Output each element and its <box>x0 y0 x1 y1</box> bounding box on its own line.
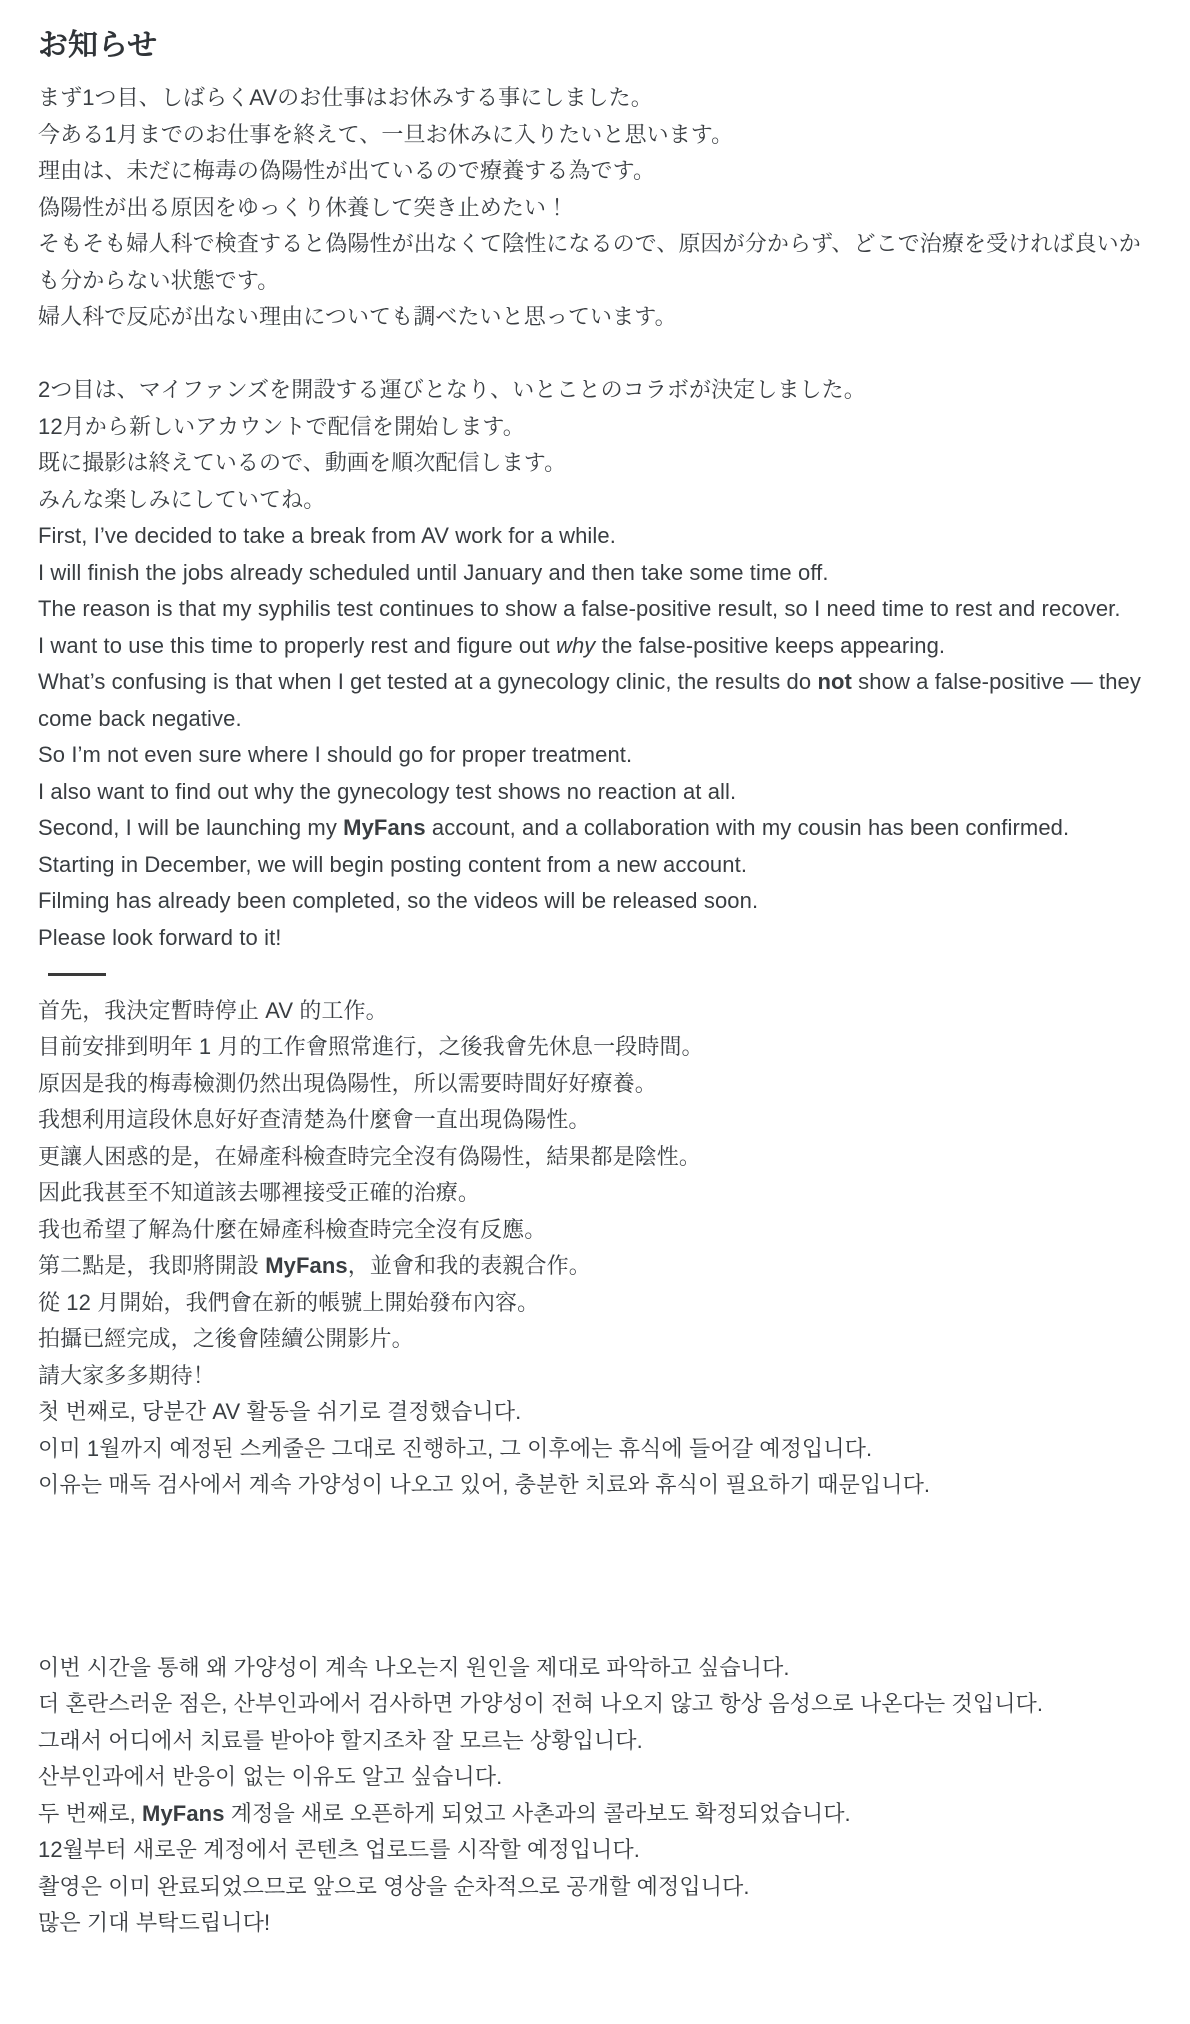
text-segment: 이유는 매독 검사에서 계속 가양성이 나오고 있어, 충분한 치료와 휴식이 필요하기 때문입니다. <box>38 1472 931 1497</box>
text-segment: 계정을 새로 오픈하게 되었고 사촌과의 콜라보도 확정되었습니다. <box>224 1800 851 1826</box>
text-line <box>38 628 1148 665</box>
text-segment: 請大家多多期待！ <box>38 1362 215 1388</box>
text-segment: 이미 1월까지 예정된 스케줄은 그대로 진행하고, 그 이후에는 휴식에 들어갈 예정입니다. <box>38 1435 873 1461</box>
text-line <box>38 810 1148 847</box>
text-line <box>38 847 1148 884</box>
text-line <box>38 1686 1148 1723</box>
text-line <box>38 993 1148 1030</box>
text-segment: Please look forward to it! <box>38 924 282 950</box>
text-segment: 두 번째로, <box>38 1800 143 1826</box>
text-line <box>38 1212 1148 1249</box>
text-segment: 偽陽性が出る原因をゆっくり休養して突き止めたい！ <box>38 194 569 220</box>
text-segment: MyFans <box>343 815 426 840</box>
text-segment: 從 12 月開始，我們會在新的帳號上開始發布內容。 <box>38 1289 540 1315</box>
text-segment: the false-positive keeps appearing. <box>595 632 946 658</box>
text-line <box>38 1102 1148 1139</box>
text-line <box>38 774 1148 811</box>
text-line <box>38 1066 1148 1103</box>
text-segment: First, I’ve decided to take a break from AV work for a while. <box>38 523 616 548</box>
section-divider <box>48 973 106 976</box>
blank-line <box>38 1540 1148 1577</box>
text-segment: 산부인과에서 반응이 없는 이유도 알고 싶습니다. <box>38 1764 503 1789</box>
text-line <box>38 883 1148 920</box>
text-segment: 今ある1月までのお仕事を終えて、一旦お休みに入りたいと思います。 <box>38 121 734 147</box>
text-line <box>38 1321 1148 1358</box>
text-segment: I also want to find out why the gynecology test shows no reaction at all. <box>38 778 737 804</box>
text-line <box>38 1650 1148 1687</box>
text-segment: 我想利用這段休息好好查清楚為什麼會一直出現偽陽性。 <box>38 1107 591 1132</box>
text-line <box>38 153 1148 190</box>
text-line <box>38 1029 1148 1066</box>
text-line <box>38 1175 1148 1212</box>
text-segment: Filming has already been completed, so the videos will be released soon. <box>38 888 759 913</box>
blank-line <box>38 336 1148 373</box>
text-segment: I will finish the jobs already scheduled until January and then take some time off. <box>38 559 829 585</box>
blank-line <box>38 1613 1148 1650</box>
blank-line <box>38 1577 1148 1614</box>
text-segment: The reason is that my syphilis test continues to show a false-positive result, so I need time to rest and recover. <box>38 596 1121 621</box>
text-line <box>38 226 1148 299</box>
text-segment: 12月から新しいアカウントで配信を開始します。 <box>38 413 525 439</box>
text-segment: 2つ目は、マイファンズを開設する運びとなり、いとことのコラボが決定しました。 <box>38 377 866 402</box>
text-line <box>38 80 1148 117</box>
text-segment: What’s confusing is that when I get tested at a gynecology clinic, the results do <box>38 669 818 694</box>
text-segment: Second, I will be launching my <box>38 815 344 840</box>
text-segment: 촬영은 이미 완료되었으므로 앞으로 영상을 순차적으로 공개할 예정입니다. <box>38 1873 750 1899</box>
text-segment: 이번 시간을 통해 왜 가양성이 계속 나오는지 원인을 제대로 파악하고 싶습니다. <box>38 1654 790 1680</box>
text-line <box>38 190 1148 227</box>
text-segment: 既に撮影は終えているので、動画を順次配信します。 <box>38 450 567 475</box>
text-segment: 首先，我決定暫時停止 AV 的工作。 <box>38 997 388 1023</box>
text-segment: みんな楽しみにしていてね。 <box>38 486 326 512</box>
text-segment: 我也希望了解為什麼在婦產科檢查時完全沒有反應。 <box>38 1216 547 1242</box>
text-segment: account, and a collaboration with my cousin has been confirmed. <box>425 815 1070 840</box>
text-line <box>38 1248 1148 1285</box>
text-line <box>38 555 1148 592</box>
text-line <box>38 1759 1148 1796</box>
text-segment: not <box>817 669 852 694</box>
text-segment: 原因是我的梅毒檢測仍然出現偽陽性，所以需要時間好好療養。 <box>38 1070 657 1096</box>
text-segment: MyFans <box>142 1800 225 1826</box>
text-segment: 첫 번째로, 당분간 AV 활동을 쉬기로 결정했습니다. <box>38 1399 522 1424</box>
text-segment: まず1つ目、しばらくAVのお仕事はお休みする事にしました。 <box>38 85 653 110</box>
document-body <box>38 80 1148 1942</box>
text-line <box>38 1467 1148 1504</box>
text-segment: Starting in December, we will begin posting content from a new account. <box>38 851 748 877</box>
text-segment: 婦人科で反応が出ない理由についても調べたいと思っています。 <box>38 304 677 329</box>
text-line <box>38 1905 1148 1942</box>
text-line <box>38 920 1148 957</box>
text-segment: So I’m not even sure where I should go for proper treatment. <box>38 742 633 767</box>
text-segment: 12월부터 새로운 계정에서 콘텐츠 업로드를 시작할 예정입니다. <box>38 1837 640 1862</box>
text-segment: why <box>555 632 596 658</box>
text-segment: 많은 기대 부탁드립니다! <box>38 1910 271 1935</box>
text-segment: 第二點是，我即將開設 <box>38 1253 266 1278</box>
text-line <box>38 1832 1148 1869</box>
text-line <box>38 482 1148 519</box>
text-line <box>38 1431 1148 1468</box>
blank-line <box>38 1504 1148 1541</box>
text-line <box>38 117 1148 154</box>
text-segment: 更讓人困惑的是，在婦產科檢查時完全沒有偽陽性，結果都是陰性。 <box>38 1143 702 1169</box>
text-segment: 더 혼란스러운 점은, 산부인과에서 검사하면 가양성이 전혀 나오지 않고 항상 음성으로 나온다는 것입니다. <box>38 1691 1044 1716</box>
text-line <box>38 1723 1148 1760</box>
text-line <box>38 1796 1148 1833</box>
text-segment: 拍攝已經完成，之後會陸續公開影片。 <box>38 1326 414 1351</box>
text-line <box>38 1394 1148 1431</box>
text-line <box>38 372 1148 409</box>
text-line <box>38 1358 1148 1395</box>
text-segment: MyFans <box>265 1253 348 1278</box>
text-line <box>38 445 1148 482</box>
text-segment: 因此我甚至不知道該去哪裡接受正確的治療。 <box>38 1180 481 1205</box>
text-line <box>38 591 1148 628</box>
text-segment: show a false-positive — they come back negative. <box>38 669 1141 731</box>
text-segment: 그래서 어디에서 치료를 받아야 할지조차 잘 모르는 상황입니다. <box>38 1727 643 1753</box>
text-line <box>38 737 1148 774</box>
text-segment: I want to use this time to properly rest and figure out <box>38 632 556 658</box>
page-title: お知らせ <box>38 29 158 62</box>
text-line <box>38 1869 1148 1906</box>
text-segment: そもそも婦人科で検査すると偽陽性が出なくて陰性になるので、原因が分からず、どこで治療を受ければ良いかも分からない状態です。 <box>38 231 1141 293</box>
text-line <box>38 409 1148 446</box>
text-line <box>38 664 1148 737</box>
text-line <box>38 1285 1148 1322</box>
text-segment: 理由は、未だに梅毒の偽陽性が出ているので療養する為です。 <box>38 158 656 183</box>
text-line <box>38 1139 1148 1176</box>
text-line <box>38 299 1148 336</box>
text-segment: 目前安排到明年 1 月的工作會照常進行，之後我會先休息一段時間。 <box>38 1034 704 1059</box>
text-segment: ，並會和我的表親合作。 <box>347 1253 591 1278</box>
text-line <box>38 518 1148 555</box>
